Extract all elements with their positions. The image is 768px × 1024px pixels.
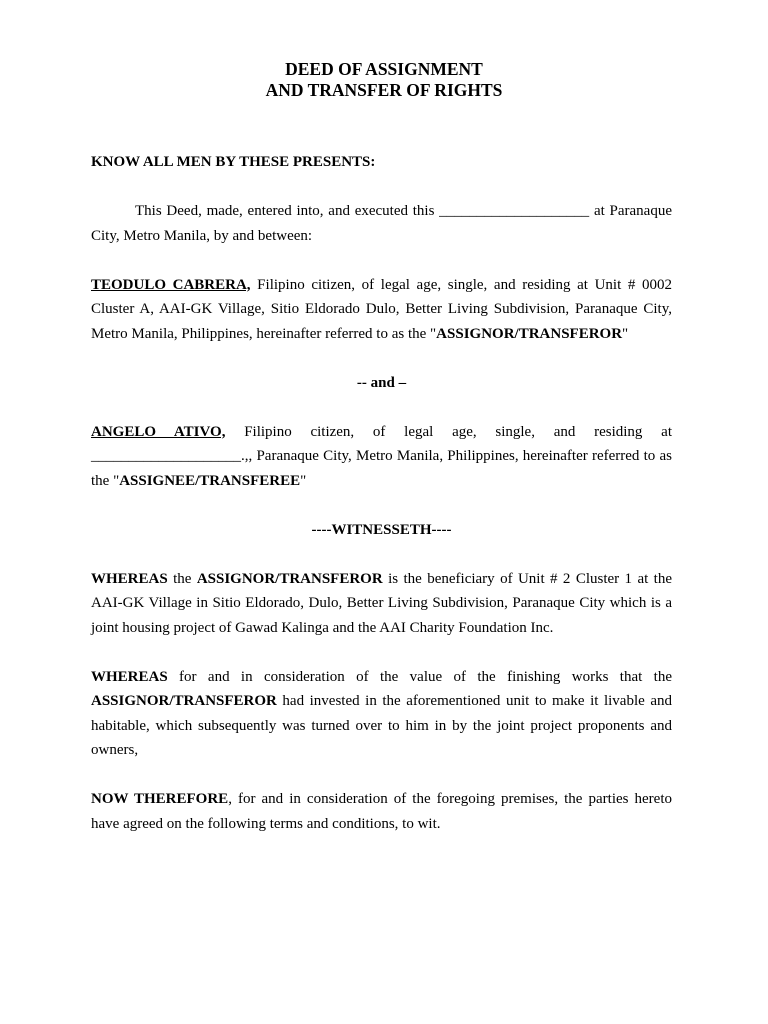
now-therefore-lead: NOW THEREFORE [91, 791, 229, 807]
document-title [0, 59, 768, 101]
assignee-role: ASSIGNEE/TRANSFEREE [119, 472, 301, 489]
assignee-text: Filipino citizen, of legal age, single, and residing at ____________________.,, Paranaque City, Metro Manila, Philippines, hereinafter referred to as the " [91, 423, 672, 489]
assignor-close: " [622, 325, 629, 342]
whereas-1-lead: WHEREAS [91, 570, 168, 587]
assignor-role: ASSIGNOR/TRANSFEROR [436, 325, 623, 342]
witnesseth-heading: ----WITNESSETH---- [311, 521, 452, 538]
document-body [91, 150, 672, 861]
assignee-name: ANGELO ATIVO, [91, 423, 226, 440]
title-line-2: AND TRANSFER OF RIGHTS [265, 80, 503, 100]
whereas-1-text-a: the [167, 570, 197, 587]
and-separator: -- and – [356, 374, 407, 391]
intro-paragraph: This Deed, made, entered into, and executed this ____________________ at Paranaque City, Metro Manila, by and between: [91, 203, 672, 244]
whereas-clause-1 [91, 567, 672, 641]
whereas-1-text-b: is the beneficiary of Unit # 2 Cluster 1 at the AAI-GK Village in Sitio Eldorado, Dulo, Better Living Subdivision, Paranaque City which is a joint housing project of Gawad Kalinga and the AAI Charity Foundation Inc. [91, 570, 672, 636]
whereas-2-text-b: had invested in the aforementioned unit to make it livable and habitable, which subsequently was turned over to him in by the joint project proponents and owners, [91, 693, 672, 758]
assignor-text: Filipino citizen, of legal age, single, and residing at Unit # 0002 Cluster A, AAI-GK Village, Sitio Eldorado Dulo, Better Living Subdivision, Paranaque City, Metro Manila, Philippines, hereinafter referred to as the " [91, 276, 672, 342]
now-therefore-text: , for and in consideration of the foregoing premises, the parties hereto have agreed on the following terms and conditions, to wit. [91, 791, 672, 832]
whereas-2-lead: WHEREAS [91, 668, 168, 685]
title-line-1: DEED OF ASSIGNMENT [285, 59, 483, 79]
whereas-2-text-a: for and in consideration of the value of the finishing works that the [167, 668, 672, 685]
whereas-clause-2 [91, 665, 672, 763]
now-therefore-clause [91, 787, 672, 836]
whereas-1-role: ASSIGNOR/TRANSFEROR [196, 570, 383, 587]
assignor-paragraph [91, 273, 672, 347]
intro-heading: KNOW ALL MEN BY THESE PRESENTS: [91, 154, 376, 170]
assignor-name: TEODULO CABRERA, [91, 276, 251, 293]
assignee-close: " [300, 472, 307, 489]
assignee-paragraph [91, 420, 672, 494]
whereas-2-role: ASSIGNOR/TRANSFEROR [91, 693, 277, 709]
